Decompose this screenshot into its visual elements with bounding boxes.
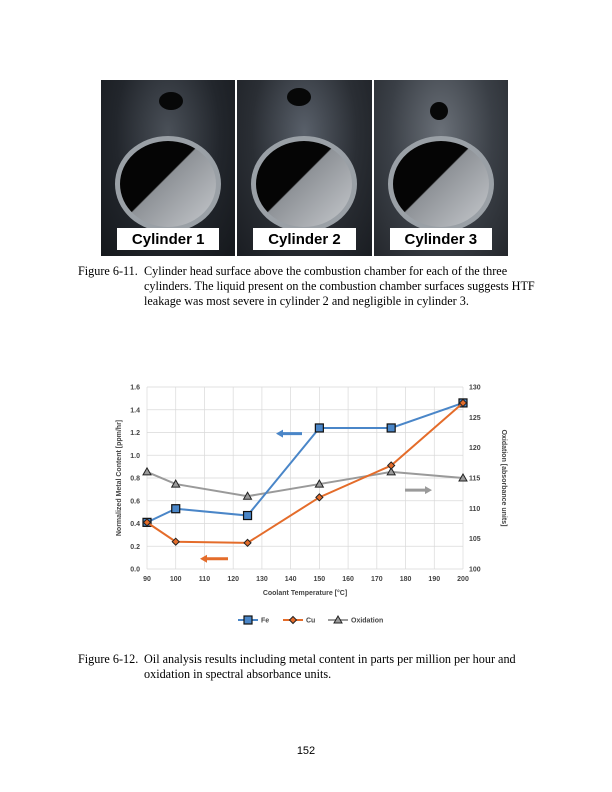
- y2-tick-label: 110: [469, 505, 481, 513]
- x-tick-label: 180: [399, 576, 412, 583]
- data-point-fe: [387, 424, 395, 432]
- y2-axis-title: Oxidation [absorbance units]: [500, 429, 507, 527]
- x-tick-label: 100: [169, 576, 182, 583]
- y-tick-label: 0.2: [130, 543, 140, 551]
- x-tick-label: 150: [313, 576, 326, 583]
- figure-number: Figure 6-11.: [78, 264, 138, 278]
- y-tick-label: 0.0: [130, 566, 140, 574]
- y-axis-title: Normalized Metal Content [ppm/hr]: [116, 419, 123, 537]
- x-tick-label: 160: [342, 576, 354, 583]
- x-tick-label: 170: [370, 576, 383, 583]
- x-tick-label: 140: [284, 576, 297, 583]
- x-tick-label: 130: [256, 576, 268, 583]
- cu-axis-arrow-icon-head: [200, 555, 207, 563]
- x-axis-title: Coolant Temperature [°C]: [262, 590, 348, 597]
- figure-number: Figure 6-12.: [78, 652, 139, 666]
- cylinder-label: Cylinder 1: [117, 228, 219, 250]
- oxidation-axis-arrow-icon-head: [425, 486, 432, 494]
- cylinder-label: Cylinder 2: [253, 228, 355, 250]
- y2-tick-label: 100: [469, 566, 481, 574]
- y2-tick-label: 125: [469, 414, 481, 422]
- legend-label: Cu: [306, 617, 316, 625]
- y2-tick-label: 120: [469, 445, 481, 453]
- legend-label: Oxidation: [351, 617, 384, 625]
- y-tick-label: 0.8: [130, 475, 140, 483]
- legend-label: Fe: [261, 617, 270, 625]
- x-tick-label: 200: [457, 576, 469, 583]
- y-tick-label: 1.6: [130, 384, 140, 392]
- page-number: 152: [296, 745, 316, 757]
- fe-axis-arrow-icon-head: [276, 430, 283, 438]
- legend-marker-cu: [290, 617, 297, 624]
- data-point-fe: [172, 505, 180, 513]
- y2-tick-label: 105: [469, 536, 481, 544]
- x-tick-label: 110: [198, 576, 211, 583]
- x-tick-label: 120: [227, 576, 240, 583]
- series-line-oxidation: [147, 472, 463, 496]
- data-point-fe: [315, 424, 323, 432]
- x-tick-label: 190: [428, 576, 441, 583]
- data-point-oxidation: [143, 468, 151, 475]
- y-tick-label: 0.4: [130, 521, 140, 528]
- caption-text: Cylinder head surface above the combustion chamber for each of the three cylinders. The liquid present on the combustion chamber surfaces suggests HTF leakage was most severe in cylinder 2 and negligible in cylinder 3.: [144, 264, 535, 308]
- x-tick-label: 90: [143, 576, 151, 583]
- caption-text: Oil analysis results including metal content in parts per million per hour and oxidation in spectral absorbance units.: [144, 652, 516, 681]
- y-tick-label: 1.0: [130, 452, 140, 460]
- y-tick-label: 1.4: [130, 407, 140, 415]
- y-tick-label: 0.6: [130, 498, 140, 506]
- cylinder-label: Cylinder 3: [390, 228, 492, 250]
- y2-tick-label: 115: [469, 475, 481, 483]
- data-point-fe: [244, 512, 252, 520]
- series-line-fe: [147, 403, 463, 522]
- legend-marker-fe: [244, 616, 252, 624]
- y2-tick-label: 130: [469, 384, 481, 392]
- figure-caption: [78, 652, 538, 682]
- y-tick-label: 1.2: [130, 430, 140, 437]
- series-line-cu: [147, 403, 463, 543]
